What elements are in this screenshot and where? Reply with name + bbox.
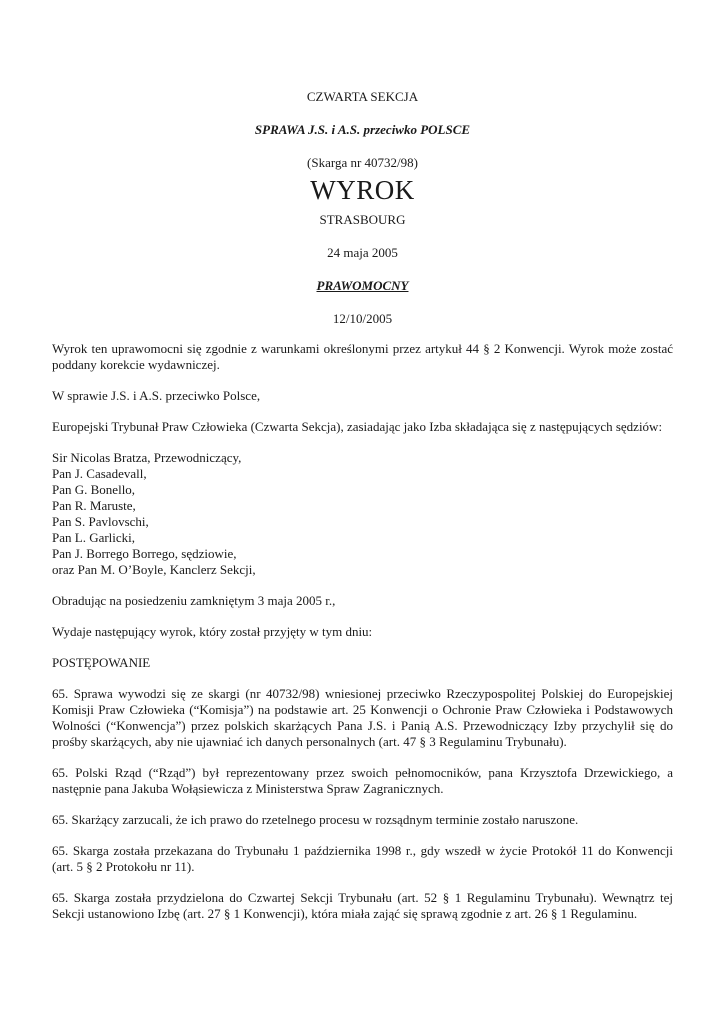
judge-item: Pan L. Garlicki,	[52, 530, 136, 545]
judge-item: Pan S. Pavlovschi,	[52, 514, 149, 529]
judge-item: Sir Nicolas Bratza, Przewodniczący,	[52, 450, 242, 465]
numbered-paragraph: 65. Skarga została przydzielona do Czwartej Sekcji Trybunału (art. 52 § 1 Regulaminu Trybunału). Wewnątrz tej Sekcji ustanowiono Izbę (art. 27 § 1 Konwencji), która miała zająć się sprawą zgodnie z art. 26 § 1 Regulaminu.	[52, 890, 673, 921]
judgment-page	[52, 89, 673, 937]
judge-item: Pan R. Maruste,	[52, 498, 136, 513]
court-composition-line: Europejski Trybunał Praw Człowieka (Czwarta Sekcja), zasiadając jako Izba składająca się z następujących sędziów:	[52, 419, 663, 434]
final-date: 12/10/2005	[332, 311, 393, 326]
deliberation-line: Obradując na posiedzeniu zamkniętym 3 maja 2005 r.,	[52, 593, 336, 608]
judges-list	[52, 450, 673, 578]
judgment-date: 24 maja 2005	[327, 245, 398, 260]
numbered-paragraph: 65. Skarga została przekazana do Trybunału 1 października 1998 r., gdy wszedł w życie Protokół 11 do Konwencji (art. 5 § 2 Protokołu nr 11).	[52, 843, 673, 874]
case-title: SPRAWA J.S. i A.S. przeciwko POLSCE	[254, 122, 471, 137]
judge-item: oraz Pan M. O’Boyle, Kanclerz Sekcji,	[52, 562, 256, 577]
document-title: WYROK	[310, 175, 415, 205]
delivers-line: Wydaje następujący wyrok, który został przyjęty w tym dniu:	[52, 624, 373, 639]
numbered-paragraph: 65. Polski Rząd (“Rząd”) był reprezentowany przez swoich pełnomocników, pana Krzysztofa Drzewickiego, a następnie pana Jakuba Wołąsiewicza z Ministerstwa Spraw Zagranicznych.	[52, 765, 673, 796]
place-of-judgment: STRASBOURG	[319, 212, 406, 227]
application-number: (Skarga nr 40732/98)	[307, 155, 418, 170]
case-line: W sprawie J.S. i A.S. przeciwko Polsce,	[52, 388, 261, 403]
numbered-paragraph: 65. Skarżący zarzucali, że ich prawo do rzetelnego procesu w rozsądnym terminie zostało naruszone.	[52, 812, 579, 827]
final-label: PRAWOMOCNY	[316, 278, 409, 293]
judge-item: Pan J. Casadevall,	[52, 466, 147, 481]
judge-item: Pan J. Borrego Borrego, sędziowie,	[52, 546, 237, 561]
numbered-paragraph: 65. Sprawa wywodzi się ze skargi (nr 40732/98) wniesionej przeciwko Rzeczypospolitej Polskiej do Europejskiej Komisji Praw Człowieka (“Komisja”) na podstawie art. 25 Konwencji o Ochronie Praw Człowieka i Podstawowych Wolności (“Konwencja”) przez polskich skarżących Pana J.S. i Panią A.S. Przewodniczący Izby przychylił się do prośby skarżących, aby nie ujawniać ich danych personalnych (art. 47 § 3 Regulaminu Trybunału).	[52, 686, 673, 749]
judge-item: Pan G. Bonello,	[52, 482, 136, 497]
section-name: CZWARTA SEKCJA	[306, 89, 419, 104]
procedure-heading: POSTĘPOWANIE	[52, 655, 151, 670]
intro-paragraph: Wyrok ten uprawomocni się zgodnie z warunkami określonymi przez artykuł 44 § 2 Konwencji. Wyrok może zostać poddany korekcie wydawniczej.	[52, 341, 673, 372]
